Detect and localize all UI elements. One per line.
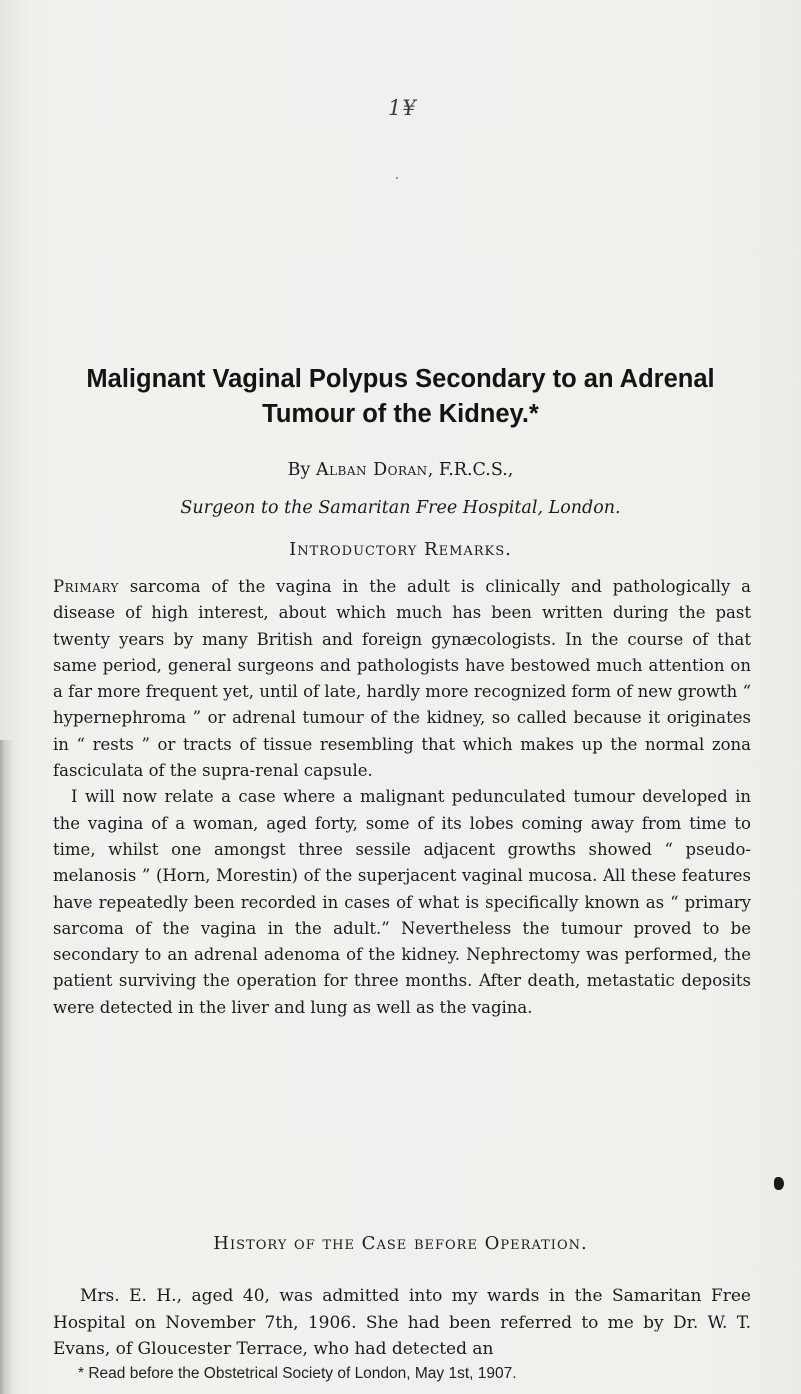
byline <box>40 458 761 482</box>
paragraph-lead-word: Primary <box>53 577 119 596</box>
handwritten-page-mark: 1¥ <box>388 96 417 120</box>
title-line-1: Malignant Vaginal Polypus Secondary to an Adrenal <box>86 365 715 393</box>
author-credentials: , F.R.C.S., <box>427 460 514 480</box>
body-text-introduction <box>53 574 751 1021</box>
ink-speck <box>396 177 398 179</box>
author-affiliation: Surgeon to the Samaritan Free Hospital, London. <box>180 498 621 518</box>
paragraph-1-text: sarcoma of the vagina in the adult is clinically and pathologically a disease of high interest, about which much has been written during the past twenty years by many British and foreign gynæcologists. In the course of that same period, general surgeons and pathologists have bestowed much attention on a far more frequent yet, until of late, hardly more recognized form of new growth “ hypernephroma ” or adrenal tumour of the kidney, so called because it originates in “ rests ” or tracts of tissue resembling that which makes up the normal zona fasciculata of the supra-renal capsule. <box>53 577 751 781</box>
page-edge-shadow <box>0 740 14 1394</box>
byline-prefix: By <box>287 460 311 480</box>
author-name: Alban Doran <box>315 460 428 480</box>
paragraph-case-history: Mrs. E. H., aged 40, was admitted into my wards in the Samaritan Free Hospital on November 7th, 1906. She had been referred to me by Dr. W. T. Evans, of Gloucester Terrace, who had detected an <box>53 1286 751 1359</box>
ink-blot <box>774 1177 784 1190</box>
article-title <box>40 362 761 432</box>
paragraph-primary-sarcoma <box>53 574 751 784</box>
section-heading-history: History of the Case before Operation. <box>213 1233 588 1254</box>
paragraph-case-relation: I will now relate a case where a malignant pedunculated tumour developed in the vagina of a woman, aged forty, some of its lobes coming away from time to time, whilst one amongst three sessile adjacent growths showed “ pseudo-melanosis ” (Horn, Morestin) of the superjacent vaginal mucosa. All these features have repeatedly been recorded in cases of what is specifically known as “ primary sarcoma of the vagina in the adult.” Nevertheless the tumour proved to be secondary to an adrenal adenoma of the kidney. Nephrectomy was performed, the patient surviving the operation for three months. After death, metastatic deposits were detected in the liver and lung as well as the vagina. <box>53 787 751 1017</box>
footnote: * Read before the Obstetrical Society of London, May 1st, 1907. <box>78 1365 517 1382</box>
section-heading-introductory-remarks: Introductory Remarks. <box>289 539 512 560</box>
title-line-2: Tumour of the Kidney.* <box>262 400 539 428</box>
